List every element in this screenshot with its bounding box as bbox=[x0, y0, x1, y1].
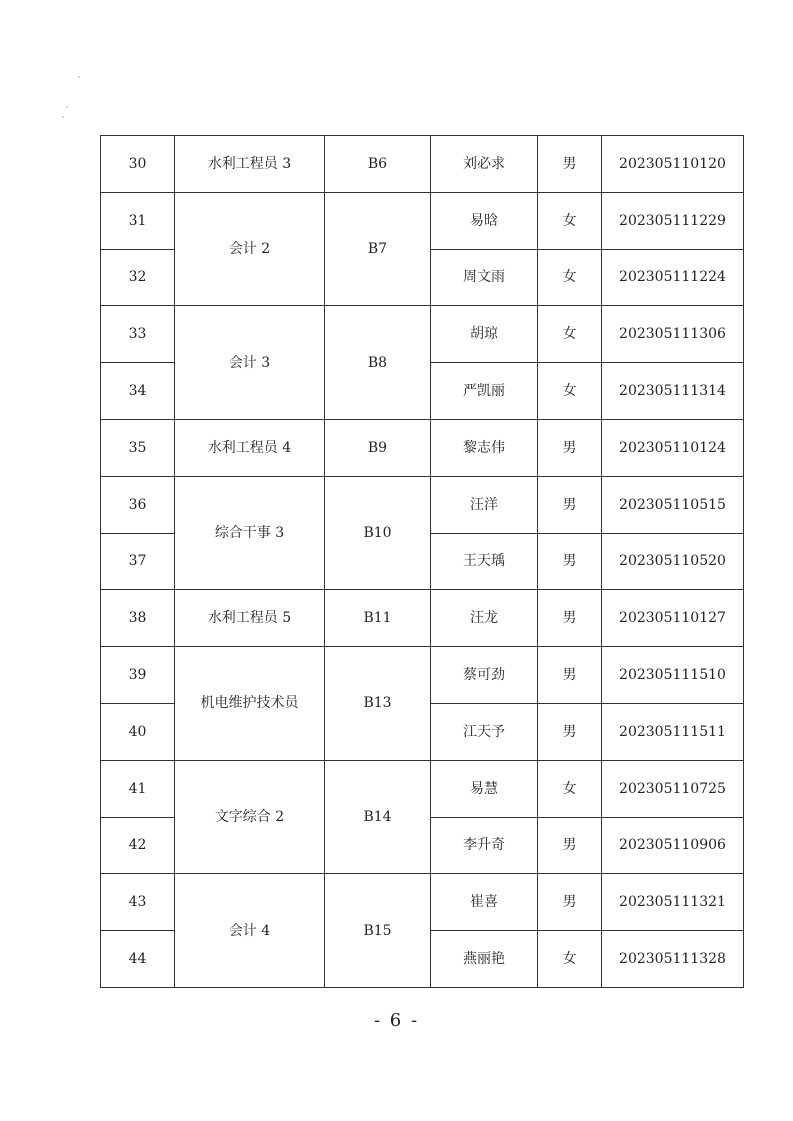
candidate-id: 202305111306 bbox=[602, 306, 744, 363]
row-number: 30 bbox=[101, 136, 175, 193]
candidate-name: 刘必求 bbox=[431, 136, 538, 193]
candidate-sex: 女 bbox=[538, 249, 602, 306]
candidate-sex: 女 bbox=[538, 363, 602, 420]
candidate-sex: 男 bbox=[538, 703, 602, 760]
row-number: 36 bbox=[101, 476, 175, 533]
scan-speck bbox=[78, 76, 80, 78]
table-row bbox=[101, 647, 744, 704]
candidate-id: 202305111510 bbox=[602, 647, 744, 704]
candidate-id: 202305110515 bbox=[602, 476, 744, 533]
row-number: 33 bbox=[101, 306, 175, 363]
row-number: 39 bbox=[101, 647, 175, 704]
candidate-sex: 男 bbox=[538, 533, 602, 590]
post-code: B15 bbox=[325, 874, 431, 988]
candidate-id: 202305111321 bbox=[602, 874, 744, 931]
candidate-sex: 女 bbox=[538, 192, 602, 249]
post-name: 水利工程员 5 bbox=[175, 590, 325, 647]
table-row bbox=[101, 590, 744, 647]
table-row bbox=[101, 136, 744, 193]
candidate-sex: 男 bbox=[538, 136, 602, 193]
candidate-name: 李升奇 bbox=[431, 817, 538, 874]
candidate-name: 易慧 bbox=[431, 760, 538, 817]
candidate-name: 王天瑀 bbox=[431, 533, 538, 590]
candidate-id: 202305110906 bbox=[602, 817, 744, 874]
candidate-sex: 女 bbox=[538, 306, 602, 363]
candidate-name: 汪龙 bbox=[431, 590, 538, 647]
table-row bbox=[101, 760, 744, 817]
table-row bbox=[101, 306, 744, 363]
row-number: 35 bbox=[101, 419, 175, 476]
table-row bbox=[101, 476, 744, 533]
candidate-sex: 女 bbox=[538, 931, 602, 988]
candidate-name: 崔喜 bbox=[431, 874, 538, 931]
post-code: B8 bbox=[325, 306, 431, 420]
candidate-id: 202305110124 bbox=[602, 419, 744, 476]
row-number: 42 bbox=[101, 817, 175, 874]
table-row bbox=[101, 192, 744, 249]
candidate-name: 江天予 bbox=[431, 703, 538, 760]
candidate-name: 严凯丽 bbox=[431, 363, 538, 420]
row-number: 43 bbox=[101, 874, 175, 931]
post-code: B13 bbox=[325, 647, 431, 761]
candidate-name: 黎志伟 bbox=[431, 419, 538, 476]
page-number: - 6 - bbox=[373, 1010, 420, 1031]
candidate-sex: 男 bbox=[538, 590, 602, 647]
post-code: B7 bbox=[325, 192, 431, 306]
post-name: 会计 4 bbox=[175, 874, 325, 988]
post-code: B9 bbox=[325, 419, 431, 476]
candidate-name: 蔡可劲 bbox=[431, 647, 538, 704]
post-name: 水利工程员 3 bbox=[175, 136, 325, 193]
candidate-table bbox=[100, 135, 744, 988]
post-code: B11 bbox=[325, 590, 431, 647]
candidate-id: 202305111229 bbox=[602, 192, 744, 249]
candidate-id: 202305111511 bbox=[602, 703, 744, 760]
row-number: 44 bbox=[101, 931, 175, 988]
scan-speck bbox=[62, 116, 64, 118]
candidate-name: 易晗 bbox=[431, 192, 538, 249]
row-number: 34 bbox=[101, 363, 175, 420]
candidate-name: 燕丽艳 bbox=[431, 931, 538, 988]
candidate-sex: 男 bbox=[538, 647, 602, 704]
candidate-id: 202305110725 bbox=[602, 760, 744, 817]
row-number: 41 bbox=[101, 760, 175, 817]
row-number: 37 bbox=[101, 533, 175, 590]
table-row bbox=[101, 874, 744, 931]
post-name: 文字综合 2 bbox=[175, 760, 325, 874]
row-number: 40 bbox=[101, 703, 175, 760]
post-name: 机电维护技术员 bbox=[175, 647, 325, 761]
post-name: 水利工程员 4 bbox=[175, 419, 325, 476]
candidate-name: 胡琼 bbox=[431, 306, 538, 363]
candidate-sex: 女 bbox=[538, 760, 602, 817]
post-name: 综合干事 3 bbox=[175, 476, 325, 590]
candidate-sex: 男 bbox=[538, 419, 602, 476]
candidate-name: 周文雨 bbox=[431, 249, 538, 306]
candidate-sex: 男 bbox=[538, 476, 602, 533]
table-row bbox=[101, 419, 744, 476]
row-number: 38 bbox=[101, 590, 175, 647]
candidate-id: 202305111224 bbox=[602, 249, 744, 306]
candidate-id: 202305111328 bbox=[602, 931, 744, 988]
candidate-name: 汪洋 bbox=[431, 476, 538, 533]
row-number: 32 bbox=[101, 249, 175, 306]
candidate-id: 202305111314 bbox=[602, 363, 744, 420]
scan-speck bbox=[66, 106, 68, 108]
post-code: B14 bbox=[325, 760, 431, 874]
candidate-id: 202305110127 bbox=[602, 590, 744, 647]
row-number: 31 bbox=[101, 192, 175, 249]
candidate-sex: 男 bbox=[538, 817, 602, 874]
candidate-id: 202305110120 bbox=[602, 136, 744, 193]
post-code: B6 bbox=[325, 136, 431, 193]
candidate-sex: 男 bbox=[538, 874, 602, 931]
post-name: 会计 2 bbox=[175, 192, 325, 306]
post-name: 会计 3 bbox=[175, 306, 325, 420]
post-code: B10 bbox=[325, 476, 431, 590]
candidate-id: 202305110520 bbox=[602, 533, 744, 590]
